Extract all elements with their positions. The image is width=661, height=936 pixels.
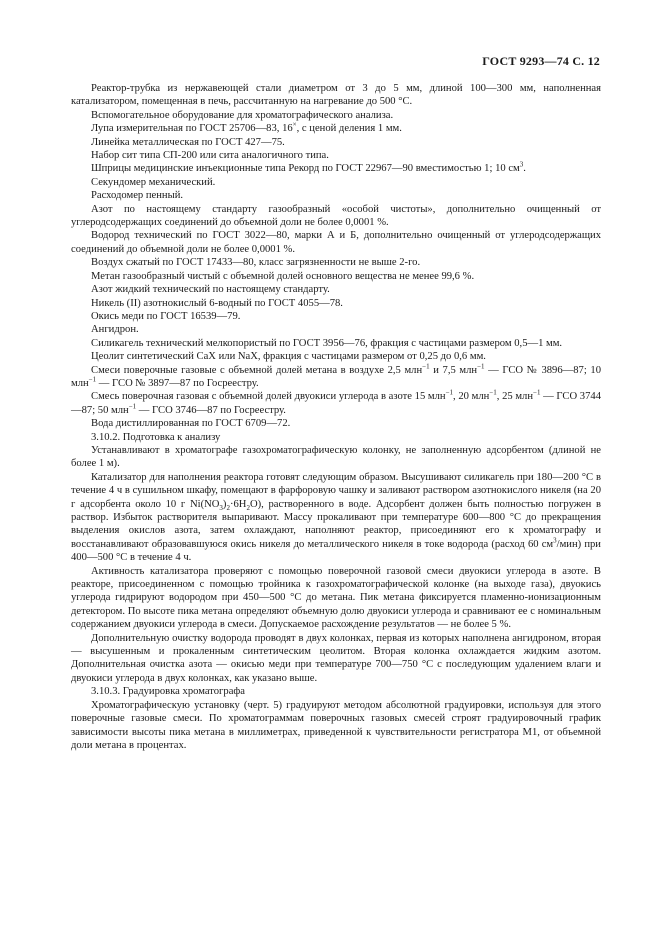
paragraph: Ангидрон. (91, 324, 139, 336)
body-text (71, 82, 601, 752)
paragraph: Линейка металлическая по ГОСТ 427—75. (91, 136, 285, 148)
paragraph: Вспомогательное оборудование для хроматографического анализа. (91, 109, 394, 121)
paragraph: Водород технический по ГОСТ 3022—80, марки А и Б, дополнительно очищенный от углеродсодержащих соединений до объемной доли не более 0,0001 %. (71, 230, 601, 255)
paragraph: Хроматографическую установку (черт. 5) градуируют методом абсолютной градуировки, используя для этого поверочные газовые смеси. По хроматограммам поверочных газовых смесей строят градуировочный график зависимости высоты пика метана в миллиметрах, приведенной к чувствительности регистратора М1, от объемной доли метана в процентах. (71, 699, 601, 751)
paragraph: Силикагель технический мелкопористый по ГОСТ 3956—76, фракция с частицами размером 0,5—1 мм. (91, 337, 563, 349)
paragraph: Дополнительную очистку водорода проводят в двух колонках, первая из которых наполнена ангидроном, вторая — высушенным и прокаленным синтетическим цеолитом. Вторая колонка охлаждается жидким азотом. Дополнительная очистка азота — окисью меди при температуре 700—750 °С с последующим удалением влаги и двуокиси углерода в двух колонках, как указано выше. (71, 632, 601, 684)
paragraph: Секундомер механический. (91, 176, 216, 188)
paragraph: Устанавливают в хроматографе газохроматографическую колонку, не заполненную адсорбентом (длиной не более 1 м). (71, 444, 601, 470)
paragraph: Смеси поверочные газовые с объемной долей метана в воздухе 2,5 млн$^{-1}$ и 7,5 млн$^{-1}$ — ГСО № 3896—87; 10 млн$^{-1}$ — ГСО № 3897—87 по Госреестру. (71, 362, 601, 389)
paragraph: Катализатор для наполнения реактора готовят следующим образом. Высушивают силикагель при 180—200 °С в течение 4 ч в сушильном шкафу, помещают в фарфоровую чашку и заливают раствором азотнокислого никеля (на 20 г адсорбента около 10 г $Ni(NO_3)_2\cdot 6H_2O$), растворенного в воде. Адсорбент должен быть полностью погружен в раствор. Избыток растворителя выпаривают. Массу прокаливают при температуре 600—800 °С до прекращения выделения окислов азота, затем охлаждают, наполняют реактор, присоединяют его к хроматографу и восстанавливают образовавшуюся окись никеля до металлического никеля в токе водорода (расход 60 $см^3/мин$) при 400—500 °С в течение 4 ч. (71, 471, 601, 564)
running-header: ГОСТ 9293—74 С. 12 (482, 54, 600, 68)
paragraph: Активность катализатора проверяют с помощью поверочной газовой смеси двуокиси углерода в азоте. В реакторе, присоединенном с помощью тройника к газохроматографической колонке (на выходе газа), двуокись углерода гидрируют водородом при 450—500 °С до метана. Пик метана фиксируется пламенно-ионизационным детектором. По высоте пика метана определяют объемную долю двуокиси углерода и сравнивают ее с номинальным содержанием двуокиси углерода в смеси. Допускаемое расхождение результатов — не более 5 %. (71, 565, 601, 631)
paragraph: Азот жидкий технический по настоящему стандарту. (91, 284, 330, 296)
paragraph: Шприцы медицинские инъекционные типа Рекорд по ГОСТ 22967—90 вместимостью 1; 10 $см^3$. (91, 160, 526, 175)
paragraph: Расходомер пенный. (91, 190, 184, 202)
paragraph: Смесь поверочная газовая с объемной долей двуокиси углерода в азоте 15 млн$^{-1}$, 20 млн$^{-1}$, 25 млн$^{-1}$ — ГСО 3744—87; 50 млн$^{-1}$ — ГСО 3746—87 по Госреестру. (71, 388, 601, 416)
paragraph: 3.10.3. Градуировка хроматографа (91, 686, 245, 698)
paragraph: Лупа измерительная по ГОСТ 25706—83, 16×, с ценой деления 1 мм. (91, 120, 402, 135)
paragraph: Вода дистиллированная по ГОСТ 6709—72. (91, 418, 291, 430)
paragraph: Набор сит типа СП-200 или сита аналогичного типа. (91, 150, 329, 162)
paragraph: 3.10.2. Подготовка к анализу (91, 431, 221, 443)
paragraph: Азот по настоящему стандарту газообразный «особой чистоты», дополнительно очищенный от углеродсодержащих соединений до объемной доли не более 0,0001 %. (71, 203, 601, 229)
paragraph: Реактор-трубка из нержавеющей стали диаметром от 3 до 5 мм, длиной 100—300 мм, наполненная катализатором, помещенная в печь, рассчитанную на нагревание до 500 °С. (71, 83, 601, 108)
paragraph: Окись меди по ГОСТ 16539—79. (91, 310, 241, 322)
paragraph: Цеолит синтетический CaX или NaX, фракция с частицами размером от 0,25 до 0,6 мм. (91, 351, 486, 363)
paragraph: Метан газообразный чистый с объемной долей основного вещества не менее 99,6 %. (91, 270, 475, 282)
paragraph: Никель (II) азотнокислый 6-водный по ГОСТ 4055—78. (91, 297, 343, 309)
paragraph: Воздух сжатый по ГОСТ 17433—80, класс загрязненности не выше 2-го. (91, 257, 421, 269)
